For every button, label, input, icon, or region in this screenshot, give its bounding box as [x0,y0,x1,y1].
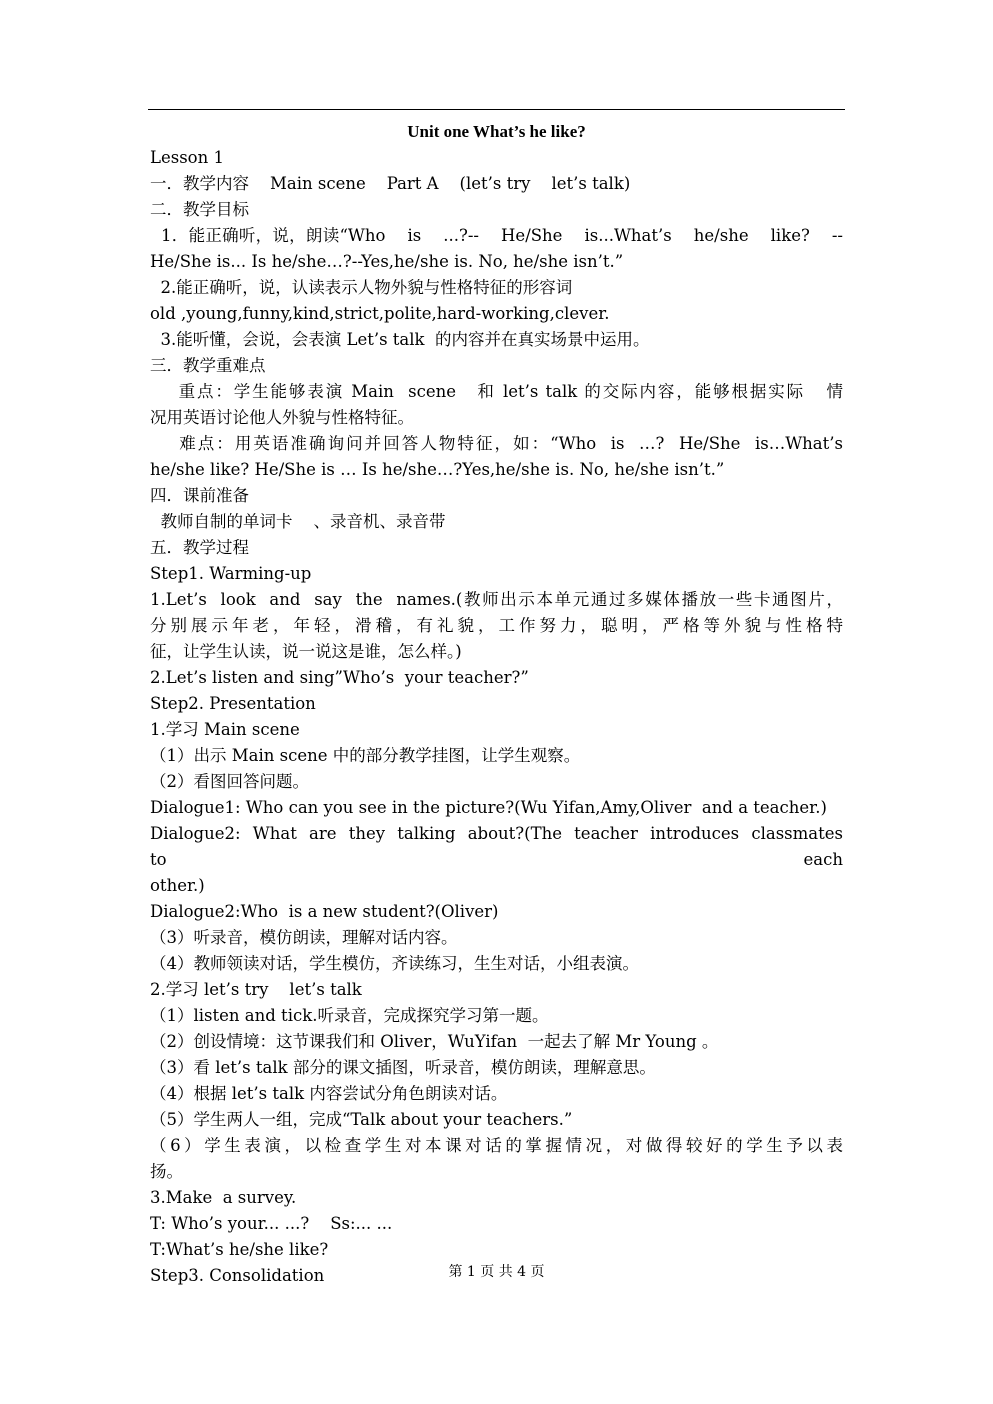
text-line: Step1. Warming-up [150,564,312,583]
text-line: （1）listen and tick.听录音，完成探究学习第一题。 [150,1006,549,1025]
text-line: other.) [150,876,205,895]
text-line: 分别展示年老，年轻，滑稽，有礼貌，工作努力，聪明，严格等外貌与性格特 [150,616,843,635]
text-line: （4）根据 let’s talk 内容尝试分角色朗读对话。 [150,1084,508,1103]
text-line: old ,young,funny,kind,strict,polite,hard-working,clever. [150,304,610,323]
text-line: 征，让学生认读，说一说这是谁，怎么样。) [150,642,462,661]
text-line: 四．课前准备 [150,486,249,505]
text-line: 1.学习 Main scene [150,720,300,739]
text-line: Lesson 1 [150,148,224,167]
text-line: 难点：用英语准确询问并回答人物特征，如：“Who is …? He/She is…What’s [150,434,843,453]
text-line: T:What’s he/she like? [150,1240,329,1259]
text-line: （2）看图回答问题。 [150,772,309,791]
text-line: （3）听录音，模仿朗读，理解对话内容。 [150,928,458,947]
text-line: 一．教学内容 Main scene Part A (let’s try let’s talk) [150,174,631,193]
text-line: 二．教学目标 [150,200,249,219]
text-line: 教师自制的单词卡 、录音机、录音带 [150,512,446,531]
text-line: he/she like? He/She is … Is he/she…?Yes,he/she is. No, he/she isn’t.” [150,460,725,479]
text-line: 重点：学生能够表演 Main scene 和 let’s talk 的交际内容，能够根据实际 情 [150,382,843,401]
text-line: 1.Let’s look and say the names.(教师出示本单元通过多媒体播放一些卡通图片， [150,590,843,609]
text-line: （1）出示 Main scene 中的部分教学挂图，让学生观察。 [150,746,581,765]
document-title: Unit one What’s he like? [407,122,586,141]
text-lines [150,145,854,1289]
text-line: T: Who’s your... ...? Ss:... ... [150,1214,393,1233]
text-line: Step2. Presentation [150,694,316,713]
text-line: （6）学生表演，以检查学生对本课对话的掌握情况，对做得较好的学生予以表 [150,1136,843,1155]
text-line: 3.能听懂，会说，会表演 Let’s talk 的内容并在真实场景中运用。 [150,330,650,349]
text-line: 五．教学过程 [150,538,249,557]
text-line: He/She is... Is he/she…?--Yes,he/she is. No, he/she isn’t.” [150,252,624,271]
text-line: 2.能正确听，说，认读表示人物外貌与性格特征的形容词 [150,278,573,297]
text-line: （3）看 let’s talk 部分的课文插图，听录音，模仿朗读，理解意思。 [150,1058,656,1077]
text-line: 1．能正确听，说，朗读“Who is ...?-- He/She is...What’s he/she like? -- [150,226,843,245]
text-line: 扬。 [150,1162,183,1181]
text-line: 三．教学重难点 [150,356,266,375]
text-line: Step3. Consolidation [150,1266,325,1285]
header-rule [148,109,845,110]
text-line: Dialogue2: What are they talking about?(The teacher introduces classmates to each [150,824,854,869]
page-footer: 第 1 页 共 4 页 [448,1264,545,1280]
text-line: Dialogue2:Who is a new student?(Oliver) [150,902,499,921]
text-line: （5）学生两人一组，完成“Talk about your teachers.” [150,1110,573,1129]
text-line: （4）教师领读对话，学生模仿，齐读练习，生生对话，小组表演。 [150,954,639,973]
text-line: 2.学习 let’s try let’s talk [150,980,362,999]
text-line: 况用英语讨论他人外貌与性格特征。 [150,408,414,427]
text-line: 3.Make a survey. [150,1188,297,1207]
text-line: Dialogue1: Who can you see in the picture?(Wu Yifan,Amy,Oliver and a teacher.) [150,798,827,817]
document-body [150,119,854,1289]
text-line: 2.Let’s listen and sing”Who’s your teacher?” [150,668,529,687]
text-line: （2）创设情境：这节课我们和 Oliver，WuYifan 一起去了解 Mr Young 。 [150,1032,719,1051]
